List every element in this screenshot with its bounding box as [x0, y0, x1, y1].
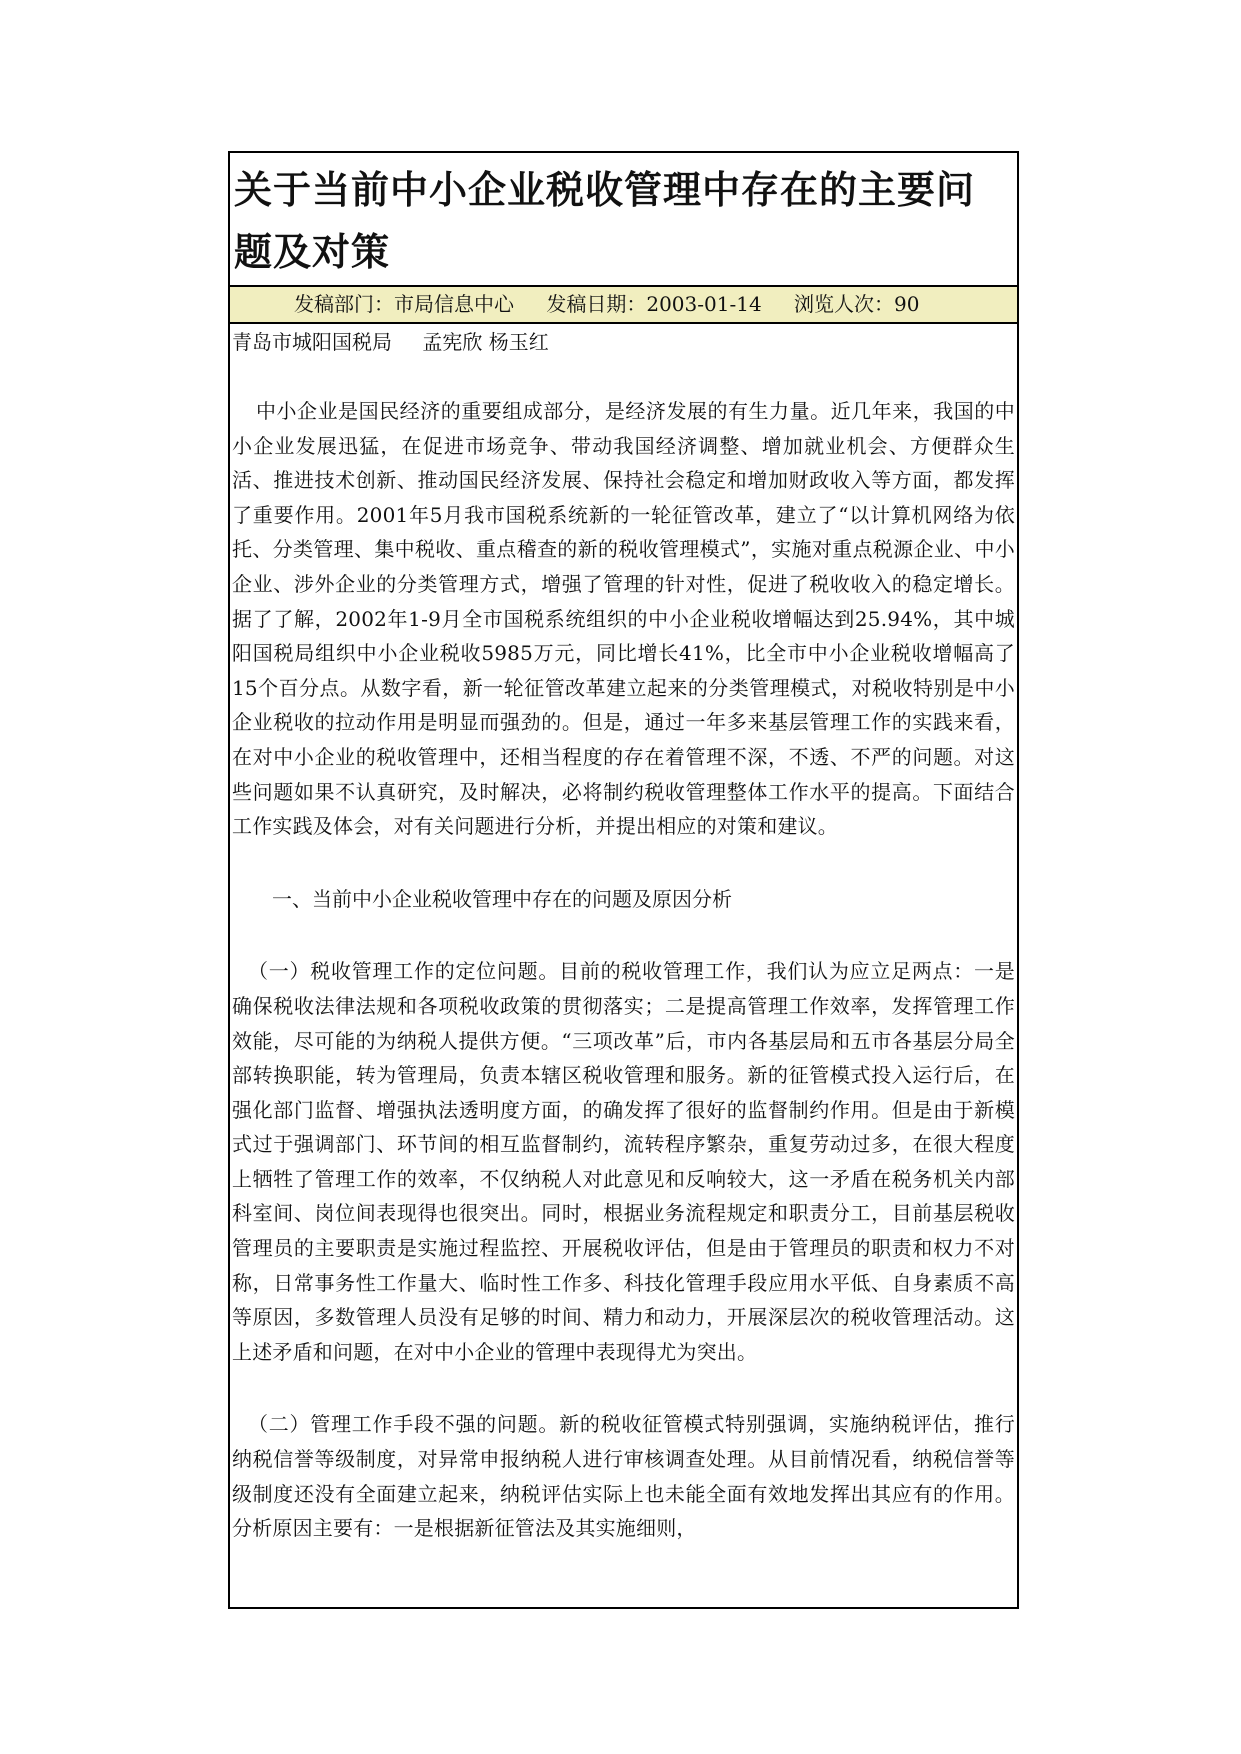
paragraph-intro: 中小企业是国民经济的重要组成部分，是经济发展的有生力量。近几年来，我国的中小企业发展迅猛，在促进市场竞争、带动我国经济调整、增加就业机会、方便群众生活、推进技术创新、推动国民经济发展、保持社会稳定和增加财政收入等方面，都发挥了重要作用。2001年5月我市国税系统新的一轮征管改革，建立了“以计算机网络为依托、分类管理、集中税收、重点稽查的新的税收管理模式”，实施对重点税源企业、中小企业、涉外企业的分类管理方式，增强了管理的针对性，促进了税收收入的稳定增长。据了了解，2002年1-9月全市国税系统组织的中小企业税收增幅达到25.94%，其中城阳国税局组织中小企业税收5985万元，同比增长41%，比全市中小企业税收增幅高了15个百分点。从数字看，新一轮征管改革建立起来的分类管理模式，对税收特别是中小企业税收的拉动作用是明显而强劲的。但是，通过一年多来基层管理工作的实践来看，在对中小企业的税收管理中，还相当程度的存在着管理不深，不透、不严的问题。对这些问题如果不认真研究，及时解决，必将制约税收管理整体工作水平的提高。下面结合工作实践及体会，对有关问题进行分析，并提出相应的对策和建议。	[232, 399, 1015, 839]
byline	[230, 324, 1017, 360]
spacer	[232, 916, 1015, 954]
spacer	[232, 1369, 1015, 1407]
section-heading: 一、当前中小企业税收管理中存在的问题及原因分析	[272, 886, 732, 911]
spacer	[232, 360, 1015, 394]
article-body	[230, 360, 1017, 1546]
meta-bar	[230, 287, 1017, 324]
paragraph-section-1: （一）税收管理工作的定位问题。目前的税收管理工作，我们认为应立足两点：一是确保税收法律法规和各项税收政策的贯彻落实；二是提高管理工作效率，发挥管理工作效能，尽可能的为纳税人提供方便。“三项改革”后，市内各基层局和五市各基层分局全部转换职能，转为管理局，负责本辖区税收管理和服务。新的征管模式投入运行后，在强化部门监督、增强执法透明度方面，的确发挥了很好的监督制约作用。但是由于新模式过于强调部门、环节间的相互监督制约，流转程序繁杂，重复劳动过多，在很大程度上牺牲了管理工作的效率，不仅纳税人对此意见和反响较大，这一矛盾在税务机关内部科室间、岗位间表现得也很突出。同时，根据业务流程规定和职责分工，目前基层税收管理员的主要职责是实施过程监控、开展税收评估，但是由于管理员的职责和权力不对称，日常事务性工作量大、临时性工作多、科技化管理手段应用水平低、自身素质不高等原因，多数管理人员没有足够的时间、精力和动力，开展深层次的税收管理活动。这上述矛盾和问题，在对中小企业的管理中表现得尤为突出。	[232, 959, 1015, 1364]
document-frame	[228, 151, 1019, 1609]
department-info: 发稿部门：市局信息中心	[294, 292, 514, 316]
spacer	[232, 844, 1015, 882]
paragraph-section-2: （二）管理工作手段不强的问题。新的税收征管模式特别强调，实施纳税评估，推行纳税信誉等级制度，对异常申报纳税人进行审核调查处理。从目前情况看，纳税信誉等级制度还没有全面建立起来，纳税评估实际上也未能全面有效地发挥出其应有的作用。分析原因主要有：一是根据新征管法及其实施细则，	[232, 1412, 1015, 1541]
view-count: 浏览人次：90	[794, 292, 920, 316]
publish-date: 发稿日期：2003-01-14	[546, 292, 762, 316]
document-title: 关于当前中小企业税收管理中存在的主要问题及对策	[230, 153, 1017, 287]
author-organization: 青岛市城阳国税局	[232, 330, 392, 354]
author-names: 孟宪欣 杨玉红	[422, 330, 549, 354]
